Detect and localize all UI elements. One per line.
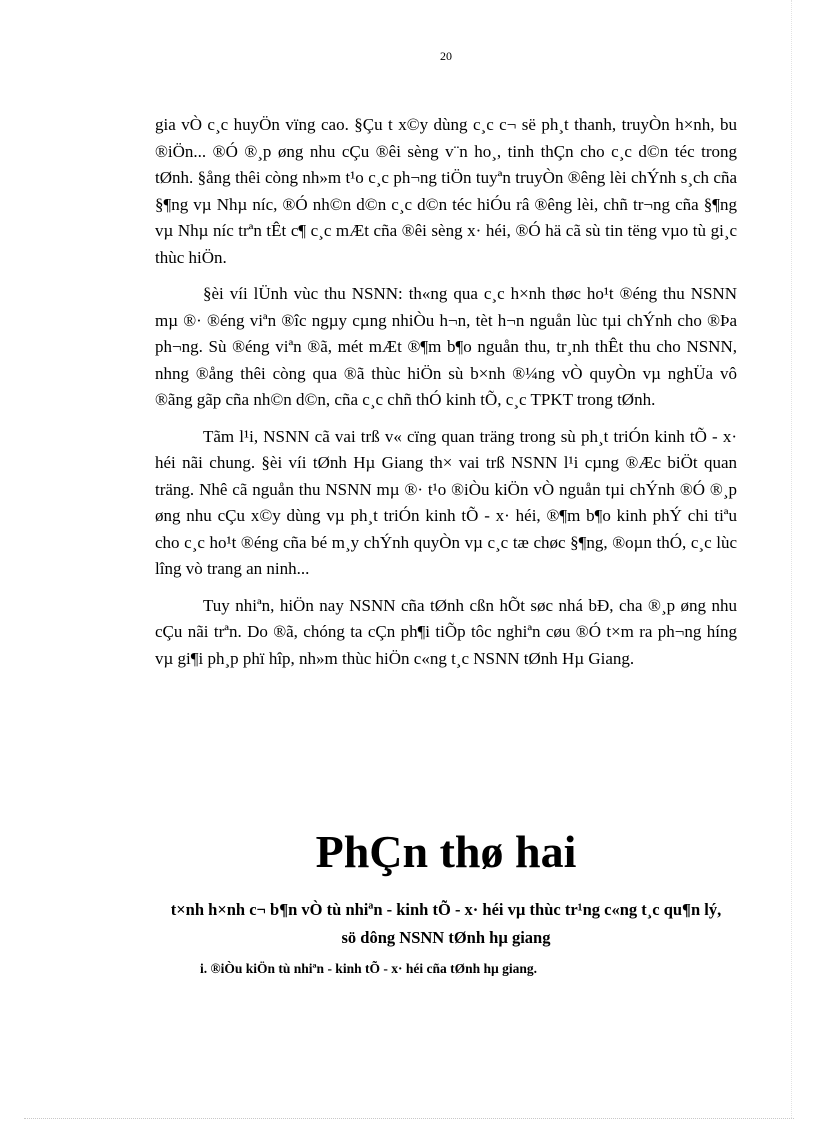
body-text	[155, 112, 737, 682]
paragraph: Tuy nhiªn, hiÖn nay NSNN cña tØnh cßn hÕt søc nhá bÐ, cha ®¸p øng nhu cÇu nãi trªn. Do ®ã, chóng ta cÇn ph¶i tiÕp tôc nghiªn cøu ®Ó t×m ra ph¬ng híng vµ gi¶i ph¸p phï hîp, nh»m thùc hiÖn c«ng t¸c NSNN tØnh Hµ Giang.	[155, 595, 737, 668]
page-bottom-rule	[24, 1118, 794, 1119]
subsection-heading: i. ®iÒu kiÖn tù nhiªn - kinh tÕ - x· héi cña tØnh hµ giang.	[200, 961, 538, 976]
paragraph: gia vÒ c¸c huyÖn vïng cao. §Çu t x©y dùng c¸c c¬ së ph¸t thanh, truyÒn h×nh, bu ®iÖn... ®Ó ®¸p øng nhu cÇu ®êi sèng v¨n ho¸, tinh thÇn cho c¸c d©n téc trong tØnh. §ång thêi còng nh»m t¹o c¸c ph¬ng tiÖn tuyªn truyÒn ®êng lèi chÝnh s¸ch cña §¶ng vµ Nhµ níc, ®Ó nh©n d©n c¸c d©n téc hiÓu râ ®êng lèi, chñ tr¬ng cña §¶ng vµ Nhµ níc trªn tÊt c¶ c¸c mÆt cña ®êi sèng x· héi, ®Ó hä cã sù tin tëng vµo tù gi¸c thùc hiÖn.	[155, 115, 737, 267]
paragraph: Tãm l¹i, NSNN cã vai trß v« cïng quan träng trong sù ph¸t triÓn kinh tÕ - x· héi nãi chung. §èi víi tØnh Hµ Giang th× vai trß NSNN l¹i cµng ®Æc biÖt quan träng. Nhê cã nguån thu NSNN mµ ®· t¹o ®iÒu kiÖn vÒ nguån tµi chÝnh ®Ó ®¸p øng nhu cÇu x©y dùng vµ ph¸t triÓn kinh tÕ - x· héi, ®¶m b¶o kinh phÝ chi tiªu cho c¸c ho¹t ®éng cña bé m¸y chÝnh quyÒn vµ c¸c tæ chøc §¶ng, ®oµn thÓ, c¸c lùc lîng vò trang an ninh...	[155, 426, 737, 578]
section-heading: t×nh h×nh c¬ b¶n vÒ tù nhiªn - kinh tÕ - x· héi vµ thùc tr¹ng c«ng t¸c qu¶n lý, sö dông NSNN tØnh hµ giang	[170, 900, 722, 947]
page-edge-rule	[791, 0, 792, 1118]
part-title: PhÇn thø hai	[315, 826, 577, 877]
paragraph: §èi víi lÜnh vùc thu NSNN: th«ng qua c¸c h×nh thøc ho¹t ®éng thu NSNN mµ ®· ®éng viªn ®îc ngµy cµng nhiÒu h¬n, tèt h¬n nguån lùc tµi chÝnh cho ®Þa ph¬ng. Sù ®éng viªn ®ã, mét mÆt ®¶m b¶o nguån thu, tr¸nh thÊt thu cho NSNN, nhng ®ång thêi còng qua ®ã thùc hiÖn sù b×nh ®¼ng vÒ quyÒn vµ nghÜa vô ®ãng gãp cña nh©n d©n, cña c¸c chñ thÓ kinh tÕ, c¸c TPKT trong tØnh.	[155, 284, 737, 409]
page-number: 20	[440, 49, 452, 63]
